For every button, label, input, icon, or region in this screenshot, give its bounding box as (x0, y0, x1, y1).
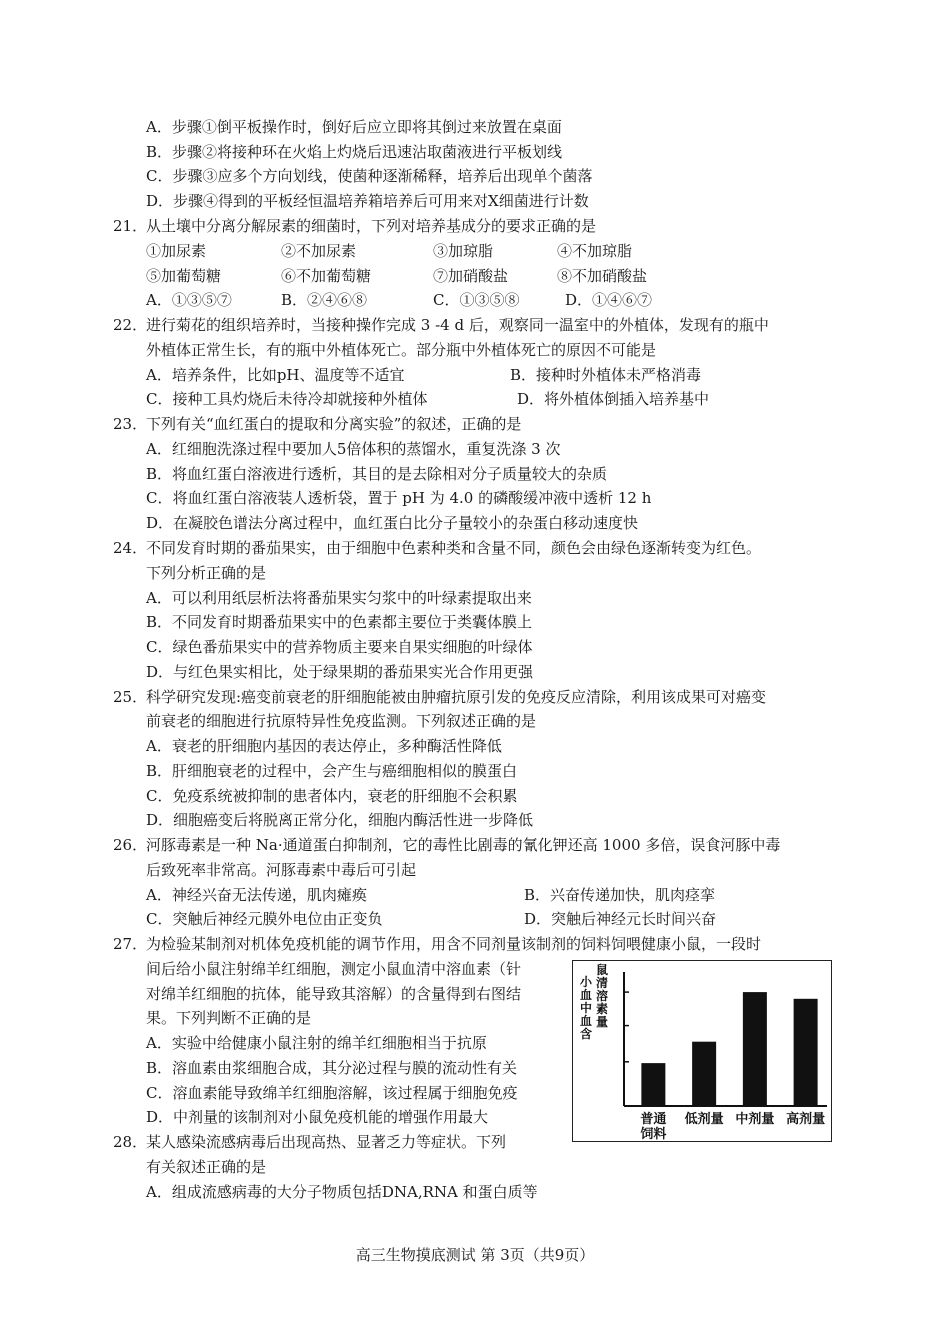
q26-stem-line2: 后致死率非常高。河豚毒素中毒后可引起 (146, 861, 417, 879)
q22-option-b: B．接种时外植体未严格消毒 (510, 366, 702, 384)
q21-item-7: ⑦加硝酸盐 (433, 267, 509, 285)
q24-stem-line2: 下列分析正确的是 (146, 564, 267, 582)
q27-option-d: D．中剂量的该制剂对小鼠免疫机能的增强作用最大 (146, 1108, 489, 1126)
q27-stem-line4: 果。下列判断不正确的是 (146, 1009, 312, 1027)
q24-option-d: D．与红色果实相比，处于绿果期的番茄果实光合作用更强 (146, 663, 534, 681)
q26-option-d: D．突触后神经元长时间兴奋 (524, 910, 717, 928)
q27-option-a: A．实验中给健康小鼠注射的绵羊红细胞相当于抗原 (146, 1034, 487, 1052)
q20-option-d: D．步骤④得到的平板经恒温培养箱培养后可用来对X细菌进行计数 (146, 192, 589, 210)
bar-3 (794, 999, 818, 1106)
bar-1 (692, 1042, 716, 1106)
bar-2 (743, 992, 767, 1106)
q25-option-b: B．肝细胞衰老的过程中，会产生与癌细胞相似的膜蛋白 (146, 762, 518, 780)
q25-stem-line1: 科学研究发现:癌变前衰老的肝细胞能被由肿瘤抗原引发的免疫反应清除，利用该成果可对癌变 (146, 688, 767, 706)
q22-number: 22． (113, 316, 148, 334)
q23-option-d: D．在凝胶色谱法分离过程中，血红蛋白比分子量较小的杂蛋白移动速度快 (146, 514, 639, 532)
q25-stem-line2: 前衰老的细胞进行抗原特异性免疫监测。下列叙述正确的是 (146, 712, 537, 730)
q28-option-a: A．组成流感病毒的大分子物质包括DNA,RNA 和蛋白质等 (146, 1183, 538, 1201)
q27-stem-line2: 间后给小鼠注射绵羊红细胞，测定小鼠血清中溶血素（针 (146, 960, 522, 978)
q24-option-a: A．可以利用纸层析法将番茄果实匀浆中的叶绿素提取出来 (146, 589, 532, 607)
q23-option-b: B．将血红蛋白溶液进行透析，其目的是去除相对分子质量较大的杂质 (146, 465, 608, 483)
x-label-3: 高剂量 (786, 1112, 826, 1127)
q22-stem-line2: 外植体正常生长，有的瓶中外植体死亡。部分瓶中外植体死亡的原因不可能是 (146, 341, 657, 359)
q23-stem: 下列有关“血红蛋白的提取和分离实验”的叙述，正确的是 (146, 415, 522, 433)
hemolysin-bar-chart (572, 960, 832, 1142)
q21-stem: 从土壤中分离分解尿素的细菌时，下列对培养基成分的要求正确的是 (146, 217, 597, 235)
q25-number: 25． (113, 688, 148, 706)
x-label-0: 普通饲料 (640, 1112, 667, 1142)
q20-option-a: A．步骤①倒平板操作时，倒好后应立即将其倒过来放置在桌面 (146, 118, 562, 136)
q21-option-a: A．①③⑤⑦ (146, 291, 232, 309)
q28-stem-line2: 有关叙述正确的是 (146, 1158, 267, 1176)
q27-option-b: B．溶血素由浆细胞合成，其分泌过程与膜的流动性有关 (146, 1059, 518, 1077)
bar-0 (641, 1063, 665, 1106)
q21-item-6: ⑥不加葡萄糖 (281, 267, 372, 285)
q21-option-c: C．①③⑤⑧ (433, 291, 520, 309)
bars-group (641, 992, 817, 1106)
q21-item-1: ①加尿素 (146, 242, 207, 260)
x-label-2: 中剂量 (735, 1112, 775, 1127)
q26-number: 26． (113, 836, 148, 854)
q26-option-b: B．兴奋传递加快，肌肉痉挛 (524, 886, 716, 904)
q27-option-c: C．溶血素能导致绵羊红细胞溶解，该过程属于细胞免疫 (146, 1084, 518, 1102)
q26-stem-line1: 河豚毒素是一种 Na·通道蛋白抑制剂，它的毒性比剧毒的氰化钾还高 1000 多倍，误食河豚中毒 (146, 836, 781, 854)
q28-number: 28． (113, 1133, 148, 1151)
q21-item-2: ②不加尿素 (281, 242, 357, 260)
q28-stem-line1: 某人感染流感病毒后出现高热、显著乏力等症状。下列 (146, 1133, 507, 1151)
q27-number: 27． (113, 935, 148, 953)
q22-option-a: A．培养条件，比如pH、温度等不适宜 (146, 366, 405, 384)
x-labels-group (640, 1111, 825, 1142)
q21-option-b: B．②④⑥⑧ (281, 291, 368, 309)
page-footer: 高三生物摸底测试 第 3页（共9页） (355, 1246, 595, 1264)
q21-number: 21． (113, 217, 148, 235)
q20-option-b: B．步骤②将接种环在火焰上灼烧后迅速沾取菌液进行平板划线 (146, 143, 563, 161)
q23-option-c: C．将血红蛋白溶液装人透析袋，置于 pH 为 4.0 的磷酸缓冲液中透析 12 h (146, 489, 652, 507)
chart-svg (572, 960, 832, 1142)
q27-stem-line1: 为检验某制剂对机体免疫机能的调节作用，用含不同剂量该制剂的饲料饲喂健康小鼠，一段时 (146, 935, 762, 953)
q21-option-d: D．①④⑥⑦ (565, 291, 653, 309)
y-label-group (580, 962, 608, 1041)
x-label-1: 低剂量 (684, 1112, 724, 1127)
q24-stem-line1: 不同发育时期的番茄果实，由于细胞中色素种类和含量不同，颜色会由绿色逐渐转变为红色。 (146, 539, 762, 557)
q22-stem-line1: 进行菊花的组织培养时，当接种操作完成 3 -4 d 后，观察同一温室中的外植体，发现有的瓶中 (146, 316, 769, 334)
q20-option-c: C．步骤③应多个方向划线，使菌种逐渐稀释，培养后出现单个菌落 (146, 167, 593, 185)
q22-option-d: D．将外植体倒插入培养基中 (517, 390, 710, 408)
q21-item-4: ④不加琼脂 (557, 242, 633, 260)
q25-option-a: A．衰老的肝细胞内基因的表达停止，多种酶活性降低 (146, 737, 502, 755)
q26-option-a: A．神经兴奋无法传递，肌肉瘫痪 (146, 886, 367, 904)
q21-item-8: ⑧不加硝酸盐 (557, 267, 648, 285)
q24-option-c: C．绿色番茄果实中的营养物质主要来自果实细胞的叶绿体 (146, 638, 533, 656)
q24-option-b: B．不同发育时期番茄果实中的色素都主要位于类囊体膜上 (146, 613, 533, 631)
q21-item-3: ③加琼脂 (433, 242, 494, 260)
q21-item-5: ⑤加葡萄糖 (146, 267, 222, 285)
q24-number: 24． (113, 539, 148, 557)
q23-option-a: A．红细胞洗涤过程中要加人5倍体积的蒸馏水，重复洗涤 3 次 (146, 440, 561, 458)
q26-option-c: C．突触后神经元膜外电位由正变负 (146, 910, 383, 928)
y-axis-label-col-0: 小血中血含 (579, 975, 593, 1041)
q23-number: 23． (113, 415, 148, 433)
q25-option-c: C．免疫系统被抑制的患者体内，衰老的肝细胞不会积累 (146, 787, 518, 805)
q25-option-d: D．细胞癌变后将脱离正常分化，细胞内酶活性进一步降低 (146, 811, 534, 829)
q22-option-c: C．接种工具灼烧后未待冷却就接种外植体 (146, 390, 428, 408)
q27-stem-line3: 对绵羊红细胞的抗体，能导致其溶解）的含量得到右图结 (146, 985, 522, 1003)
y-axis-label-col-1: 鼠清溶素量 (595, 963, 609, 1029)
